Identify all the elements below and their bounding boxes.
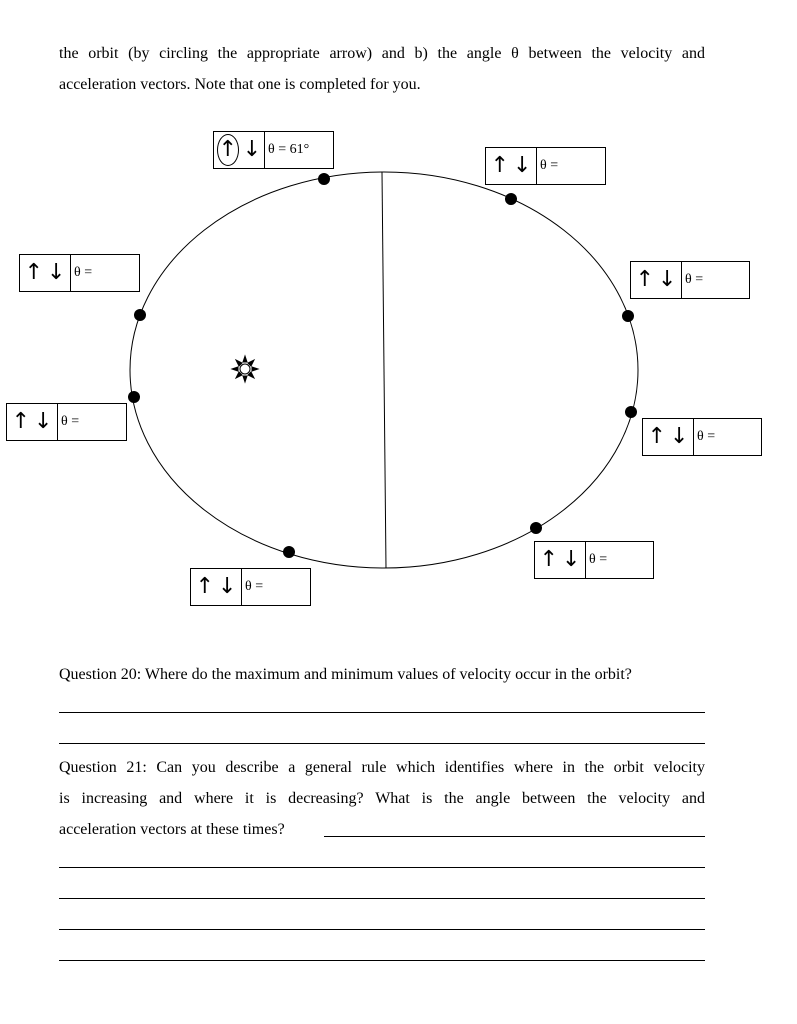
down-arrow-icon[interactable]: ↓ — [34, 409, 53, 434]
up-arrow-icon[interactable]: ↑ — [635, 267, 654, 292]
up-arrow-icon[interactable]: ↑ — [217, 134, 239, 166]
answer-line-q20-1[interactable] — [59, 712, 705, 713]
planet-dot-bottom-right — [530, 522, 542, 534]
planet-dot-left-upper — [134, 309, 146, 321]
theta-value[interactable]: θ = 61° — [268, 142, 310, 157]
sun-icon — [232, 356, 258, 382]
answer-line-q20-2[interactable] — [59, 743, 705, 744]
direction-arrows[interactable] — [7, 404, 58, 440]
up-arrow-icon[interactable]: ↑ — [647, 424, 666, 449]
answer-box-top[interactable] — [213, 131, 334, 169]
direction-arrows[interactable] — [191, 569, 242, 605]
planet-dot-right-upper — [622, 310, 634, 322]
orbit-axis-line — [382, 172, 386, 568]
answer-line-q21-inline[interactable] — [324, 836, 705, 837]
direction-arrows[interactable] — [535, 542, 586, 578]
theta-field[interactable]: θ = — [685, 272, 704, 287]
answer-line-q21-1[interactable] — [59, 867, 705, 868]
question-21-line-1: Question 21: Can you describe a general rule which identifies where in the orbit velocity — [59, 759, 705, 776]
question-20-text: Question 20: Where do the maximum and minimum values of velocity occur in the orbit? — [59, 666, 632, 683]
direction-arrows[interactable] — [643, 419, 694, 455]
up-arrow-icon[interactable]: ↑ — [539, 547, 558, 572]
down-arrow-icon[interactable]: ↓ — [670, 424, 689, 449]
answer-line-q21-4[interactable] — [59, 960, 705, 961]
theta-field[interactable]: θ = — [540, 158, 559, 173]
theta-field[interactable]: θ = — [74, 265, 93, 280]
answer-box-top-right[interactable] — [485, 147, 606, 185]
planet-dot-top — [318, 173, 330, 185]
answer-box-right-upper[interactable] — [630, 261, 750, 299]
question-21-line-3: acceleration vectors at these times? — [59, 821, 285, 838]
theta-field[interactable]: θ = — [697, 429, 716, 444]
down-arrow-icon[interactable]: ↓ — [218, 574, 237, 599]
direction-arrows[interactable] — [486, 148, 537, 184]
up-arrow-icon[interactable]: ↑ — [490, 153, 509, 178]
up-arrow-icon[interactable]: ↑ — [11, 409, 30, 434]
question-20 — [59, 659, 705, 690]
planet-dot-top-right — [505, 193, 517, 205]
up-arrow-icon[interactable]: ↑ — [24, 260, 43, 285]
planet-dot-right-lower — [625, 406, 637, 418]
theta-field[interactable]: θ = — [61, 414, 80, 429]
direction-arrows[interactable] — [631, 262, 682, 298]
answer-box-bottom-left[interactable] — [190, 568, 311, 606]
answer-box-bottom-right[interactable] — [534, 541, 654, 579]
answer-line-q21-3[interactable] — [59, 929, 705, 930]
down-arrow-icon[interactable]: ↓ — [513, 153, 532, 178]
planet-dot-left-lower — [128, 391, 140, 403]
planet-dot-bottom-left — [283, 546, 295, 558]
question-21 — [59, 752, 705, 845]
answer-box-left-lower[interactable] — [6, 403, 127, 441]
intro-line-2: acceleration vectors. Note that one is completed for you. — [59, 76, 421, 93]
answer-line-q21-2[interactable] — [59, 898, 705, 899]
down-arrow-icon[interactable]: ↓ — [658, 267, 677, 292]
down-arrow-icon[interactable]: ↓ — [562, 547, 581, 572]
question-21-line-2: is increasing and where it is decreasing? What is the angle between the velocity and — [59, 790, 705, 807]
theta-field[interactable]: θ = — [589, 552, 608, 567]
direction-arrows[interactable] — [214, 132, 265, 168]
up-arrow-icon[interactable]: ↑ — [195, 574, 214, 599]
answer-box-left-upper[interactable] — [19, 254, 140, 292]
intro-line-1: the orbit (by circling the appropriate arrow) and b) the angle θ between the velocity and — [59, 45, 705, 62]
answer-box-right-lower[interactable] — [642, 418, 762, 456]
down-arrow-icon[interactable]: ↓ — [242, 137, 262, 162]
theta-field[interactable]: θ = — [245, 579, 264, 594]
down-arrow-icon[interactable]: ↓ — [47, 260, 66, 285]
direction-arrows[interactable] — [20, 255, 71, 291]
